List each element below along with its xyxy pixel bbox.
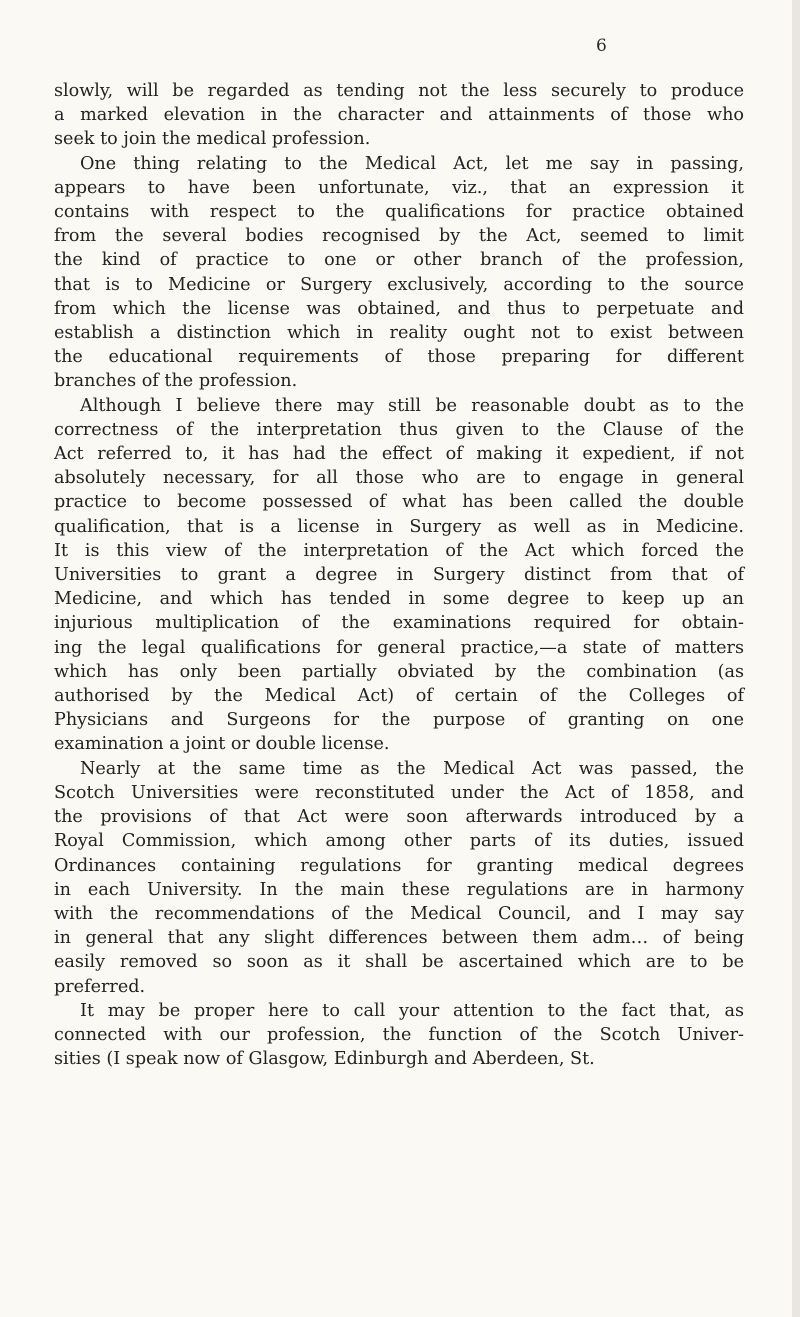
text-line: which has only been partially obviated by the combination (as (54, 661, 744, 682)
page-edge (792, 0, 800, 1317)
text-line: in each University. In the main these regulations are in harmony (54, 879, 744, 900)
text-line: in general that any slight differences between them adm… of being (54, 928, 744, 949)
paragraph-4 (54, 757, 744, 999)
text-line: the kind of practice to one or other branch of the profession, (54, 250, 744, 271)
text-line: Although I believe there may still be reasonable doubt as to the (80, 395, 744, 416)
text-line: appears to have been unfortunate, viz., that an expression it (54, 177, 744, 198)
text-line: branches of the profession. (54, 371, 298, 392)
text-line: ing the legal qualifications for general practice,—a state of matters (54, 637, 744, 658)
text-line: easily removed so soon as it shall be ascertained which are to be (54, 952, 744, 973)
text-line: slowly, will be regarded as tending not the less securely to produce (54, 81, 744, 101)
text-line: contains with respect to the qualifications for practice obtained (54, 202, 744, 223)
text-line: establish a distinction which in reality ought not to exist between (54, 323, 744, 344)
text-line: that is to Medicine or Surgery exclusively, according to the source (54, 274, 744, 295)
text-line: It may be proper here to call your attention to the fact that, as (80, 1000, 744, 1021)
text-line: from which the license was obtained, and thus to perpetuate and (54, 298, 744, 319)
paragraph-3 (54, 394, 744, 757)
text-line: Ordinances containing regulations for granting medical degrees (54, 855, 744, 876)
page-number: 6 (596, 36, 607, 56)
text-line: from the several bodies recognised by the Act, seemed to limit (54, 226, 744, 247)
text-line: the provisions of that Act were soon afterwards introduced by a (54, 807, 744, 828)
text-line: a marked elevation in the character and attainments of those who (54, 105, 744, 126)
text-line: Royal Commission, which among other parts of its duties, issued (54, 831, 744, 852)
text-line: correctness of the interpretation thus given to the Clause of the (54, 419, 744, 440)
paragraph-2 (54, 152, 744, 394)
text-line: It is this view of the interpretation of the Act which forced the (54, 540, 744, 561)
text-line: absolutely necessary, for all those who are to engage in general (54, 468, 744, 489)
text-line: the educational requirements of those preparing for different (54, 347, 744, 368)
text-line: authorised by the Medical Act) of certain of the Colleges of (54, 686, 744, 707)
text-line: Physicians and Surgeons for the purpose of granting on one (54, 710, 744, 731)
text-line: Medicine, and which has tended in some degree to keep up an (54, 589, 744, 610)
text-line: examination a joint or double license. (54, 734, 390, 755)
text-line: Universities to grant a degree in Surgery distinct from that of (54, 565, 744, 586)
text-line: Nearly at the same time as the Medical Act was passed, the (80, 758, 744, 779)
text-line: injurious multiplication of the examinations required for obtain- (54, 613, 744, 634)
text-line: preferred. (54, 976, 146, 997)
text-line: Act referred to, it has had the effect of making it expedient, if not (54, 444, 744, 465)
text-line: qualification, that is a license in Surgery as well as in Medicine. (54, 516, 744, 537)
text-line: One thing relating to the Medical Act, let me say in passing, (80, 153, 744, 174)
text-line: with the recommendations of the Medical Council, and I may say (54, 903, 744, 924)
text-line: seek to join the medical profession. (54, 129, 371, 150)
paragraph-1 (54, 79, 744, 152)
body-text (54, 79, 744, 1071)
text-line: sities (I speak now of Glasgow, Edinburgh and Aberdeen, St. (54, 1049, 595, 1070)
text-line: Scotch Universities were reconstituted under the Act of 1858, and (54, 782, 744, 803)
text-line: connected with our profession, the function of the Scotch Univer- (54, 1024, 744, 1045)
paragraph-5 (54, 999, 744, 1072)
text-line: practice to become possessed of what has been called the double (54, 492, 744, 513)
